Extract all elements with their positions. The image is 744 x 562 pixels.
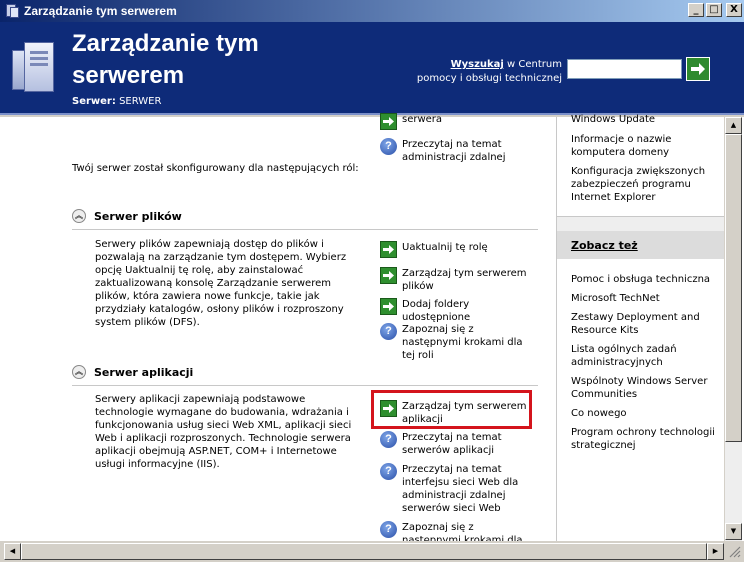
page-title: Zarządzanie tym serwerem: [72, 30, 259, 89]
help-icon: ?: [380, 323, 397, 340]
page-header: [0, 22, 744, 115]
search-go-button[interactable]: [686, 57, 710, 81]
server-manage-app-icon: [4, 3, 20, 19]
task-item[interactable]: [380, 463, 532, 515]
green-arrow-icon: [380, 113, 397, 130]
task-label[interactable]: Dodaj foldery udostępnione: [402, 299, 471, 323]
section-description: Serwery aplikacji zapewniają podstawowe technologie wymagane do budowania, wdrażania i funkcjonowania usług sieci Web XML, aplikacji sieci Web i aplikacji rozproszonych. Technologie serwera aplikacji obejmują ASP.NET, COM+ i Internetowe usługi informacyjne (IIS).: [95, 394, 352, 470]
green-arrow-icon: [380, 298, 397, 315]
sidebar-gap: [557, 217, 725, 231]
task-item[interactable]: [380, 138, 532, 164]
window-title: Zarządzanie tym serwerem: [24, 4, 177, 18]
horizontal-scrollbar[interactable]: [4, 543, 724, 560]
resize-grip-icon[interactable]: [726, 543, 742, 560]
scroll-up-button[interactable]: ▲: [725, 117, 742, 134]
content-area: [0, 114, 744, 541]
sidebar-tools-block: [557, 114, 725, 217]
sidebar-link[interactable]: Lista ogólnych zadań administracyjnych: [571, 344, 677, 368]
collapse-icon[interactable]: ︽: [72, 365, 86, 379]
sidebar-link[interactable]: Informacje o nazwie komputera domeny: [571, 134, 672, 158]
roles-intro: Twój serwer został skonfigurowany dla następujących ról:: [72, 163, 359, 174]
green-arrow-icon: [380, 267, 397, 284]
sidebar-link[interactable]: Microsoft TechNet: [571, 293, 660, 304]
server-icon: [12, 42, 58, 94]
section-header-file-server[interactable]: [72, 209, 182, 223]
sidebar-link[interactable]: Konfiguracja zwiększonych zabezpieczeń programu Internet Explorer: [571, 166, 706, 203]
green-arrow-icon: [380, 241, 397, 258]
go-arrow-icon: [690, 62, 706, 76]
section-header-app-server[interactable]: [72, 365, 193, 379]
server-name: SERWER: [119, 96, 162, 107]
help-icon: ?: [380, 521, 397, 538]
task-label[interactable]: Zapoznaj się z następnymi krokami dla tej roli: [402, 324, 523, 361]
server-info: [72, 96, 161, 107]
task-item[interactable]: [380, 241, 532, 258]
search-link[interactable]: Wyszukaj: [450, 59, 504, 70]
see-also-title: Zobacz też: [571, 239, 638, 252]
sidebar-link[interactable]: Windows Update: [571, 114, 656, 125]
search-label-part1: w Centrum: [503, 59, 562, 70]
window-titlebar[interactable]: [0, 0, 744, 22]
sidebar-link[interactable]: Co nowego: [571, 408, 627, 419]
see-also-header: [557, 231, 725, 259]
section-divider: [72, 229, 538, 230]
vertical-scroll-thumb[interactable]: [725, 134, 742, 442]
section-title: Serwer aplikacji: [94, 365, 194, 379]
task-label[interactable]: Przeczytaj na temat administracji zdalnej: [402, 139, 506, 163]
maximize-button[interactable]: □: [706, 3, 722, 17]
help-icon: ?: [380, 138, 397, 155]
section-description: Serwery plików zapewniają dostęp do plików i pozwalają na zarządzanie tym dostępem. Wybierz opcję Uaktualnij tę rolę, aby zainstalować zaktualizowaną konsolę Zarządzanie serwerem plików, która zawiera nowe funkcje, takie jak przydziały katalogów, osłony plików i rozproszony system plików (DFS).: [95, 239, 347, 328]
close-button[interactable]: X: [726, 3, 742, 17]
help-icon: ?: [380, 431, 397, 448]
sidebar-link[interactable]: Program ochrony technologii strategicznej: [571, 427, 715, 451]
server-label: Serwer:: [72, 96, 116, 107]
horizontal-scroll-thumb[interactable]: [21, 543, 707, 560]
search-input[interactable]: [567, 59, 682, 79]
scroll-left-button[interactable]: ◀: [4, 543, 21, 560]
scroll-down-button[interactable]: ▼: [725, 523, 742, 540]
task-item[interactable]: [380, 267, 532, 293]
task-label[interactable]: Uaktualnij tę rolę: [402, 242, 488, 253]
horizontal-scrollbar-area: [0, 541, 744, 562]
minimize-button[interactable]: _: [688, 3, 704, 17]
main-pane: [0, 114, 556, 541]
highlight-box: [371, 390, 532, 429]
task-label[interactable]: serwera: [402, 114, 443, 125]
task-item[interactable]: [380, 298, 532, 324]
vertical-scrollbar[interactable]: [724, 117, 742, 541]
help-icon: ?: [380, 463, 397, 480]
sidebar-link[interactable]: Pomoc i obsługa techniczna: [571, 274, 711, 285]
section-title: Serwer plików: [94, 209, 182, 223]
sidebar-link[interactable]: Wspólnoty Windows Server Communities: [571, 376, 708, 400]
task-item[interactable]: [380, 323, 532, 362]
task-item[interactable]: [380, 113, 532, 130]
search-label: [417, 58, 562, 86]
sidebar: [556, 114, 724, 541]
section-divider: [72, 385, 538, 386]
task-label[interactable]: Zarządzaj tym serwerem plików: [402, 268, 527, 292]
sidebar-link[interactable]: Zestawy Deployment and Resource Kits: [571, 312, 700, 336]
task-label[interactable]: Przeczytaj na temat serwerów aplikacji: [402, 432, 502, 456]
search-label-part2: pomocy i obsługi technicznej: [416, 73, 562, 84]
collapse-icon[interactable]: ︽: [72, 209, 86, 223]
task-label[interactable]: Przeczytaj na temat interfejsu sieci Web dla administracji zdalnej serwerów sieci Web: [402, 464, 519, 514]
scroll-right-button[interactable]: ▶: [707, 543, 724, 560]
task-label[interactable]: Zapoznaj się z: [402, 522, 474, 533]
task-item[interactable]: [380, 431, 532, 457]
task-label[interactable]: Zarządzaj tym serwerem aplikacji: [402, 401, 527, 425]
